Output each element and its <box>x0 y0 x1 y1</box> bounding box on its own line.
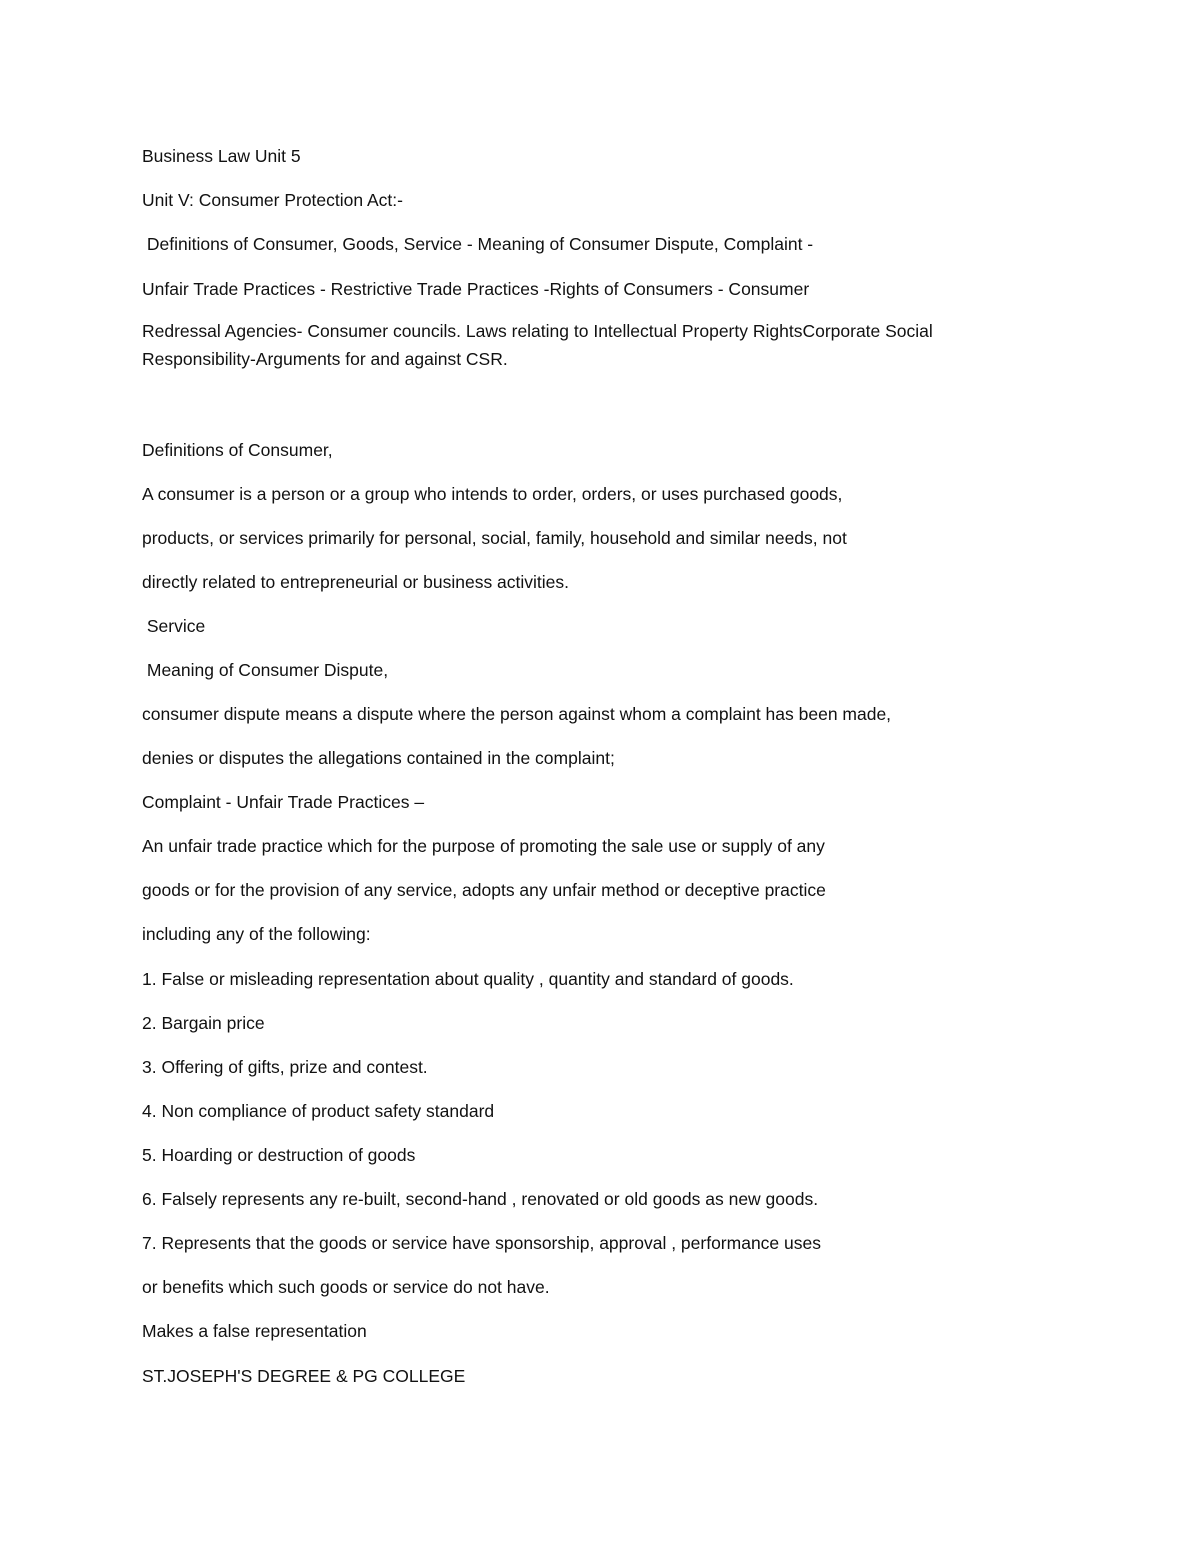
list-item: 7. Represents that the goods or service have sponsorship, approval , performance uses <box>142 1233 821 1253</box>
paragraph-line: consumer dispute means a dispute where the person against whom a complaint has been made, <box>142 704 892 724</box>
paragraph-line: goods or for the provision of any service, adopts any unfair method or deceptive practice <box>142 880 826 900</box>
syllabus-line: Definitions of Consumer, Goods, Service - Meaning of Consumer Dispute, Complaint - <box>142 234 814 254</box>
section-heading: Meaning of Consumer Dispute, <box>142 660 389 680</box>
syllabus-line: Redressal Agencies- Consumer councils. Laws relating to Intellectual Property RightsCorporate Social Responsibility-Arguments for and against CSR. <box>142 321 933 369</box>
paragraph-line: including any of the following: <box>142 924 371 944</box>
section-heading: Service <box>142 616 206 636</box>
syllabus-line: Unfair Trade Practices - Restrictive Trade Practices -Rights of Consumers - Consumer <box>142 279 810 299</box>
list-item: 5. Hoarding or destruction of goods <box>142 1145 416 1165</box>
paragraph-line: directly related to entrepreneurial or business activities. <box>142 572 570 592</box>
list-item: 2. Bargain price <box>142 1013 265 1033</box>
list-item: 3. Offering of gifts, prize and contest. <box>142 1057 428 1077</box>
list-item: 4. Non compliance of product safety standard <box>142 1101 495 1121</box>
list-item: 1. False or misleading representation about quality , quantity and standard of goods. <box>142 969 794 989</box>
paragraph-line: Makes a false representation <box>142 1321 367 1341</box>
paragraph-line: An unfair trade practice which for the purpose of promoting the sale use or supply of any <box>142 836 825 856</box>
section-heading: Complaint - Unfair Trade Practices – <box>142 792 425 812</box>
paragraph-line: A consumer is a person or a group who intends to order, orders, or uses purchased goods, <box>142 484 843 504</box>
paragraph-line: products, or services primarily for personal, social, family, household and similar needs, not <box>142 528 847 548</box>
college-name: ST.JOSEPH'S DEGREE & PG COLLEGE <box>142 1366 466 1386</box>
unit-title: Unit V: Consumer Protection Act:- <box>142 190 403 210</box>
paragraph-line: denies or disputes the allegations contained in the complaint; <box>142 748 615 768</box>
list-item: 6. Falsely represents any re-built, second-hand , renovated or old goods as new goods. <box>142 1189 819 1209</box>
paragraph-line: or benefits which such goods or service do not have. <box>142 1277 550 1297</box>
document-heading: Business Law Unit 5 <box>142 146 301 166</box>
section-heading: Definitions of Consumer, <box>142 440 333 460</box>
